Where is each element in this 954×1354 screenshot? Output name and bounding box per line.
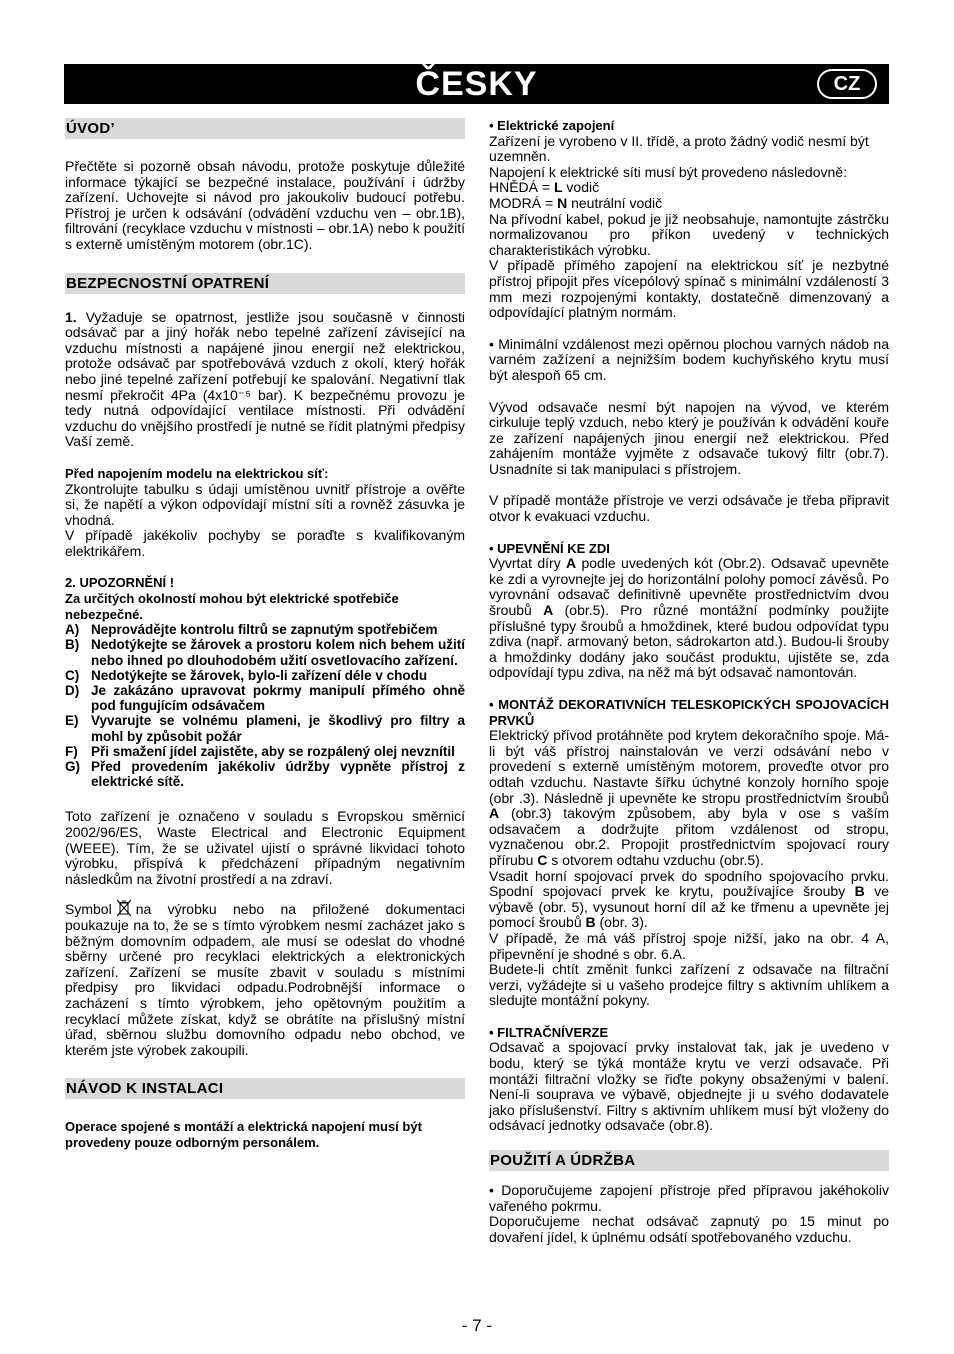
telescopic-text-4: Budete-li chtít změnit funkci zařízení z odsavače na filtrační verzi, vyžádejte si u vašeho prodejce filtry s aktivním uhlíkem a sledujte montážní pokyny. xyxy=(489,961,889,1009)
left-column xyxy=(65,118,465,1151)
safety-number: 1. xyxy=(65,308,77,325)
symbol-paragraph: Symbol na výrobku nebo na přiložené dokumentaci poukazuje na to, že se s tímto výrobkem nesmí zacházet jako s běžným domovním odpadem, ale musí se odeslat do vhodné sběrny určené pro recyklaci elektrických a elektronických zařízení. Zařízení se musíte zbavit v souladu s místními předpisy pro likvidaci odpadu.Podrobnější informace o zacházení s tímto výrobkem, jeho opětovným použitím a recyklací můžete získat, když se obrátíte na příslušný místní úřad, sběrnou službu domovního odpadu nebo obchod, ve kterém jste výrobek zakoupili. xyxy=(65,901,465,1058)
outlet-text: Vývod odsavače nesmí být napojen na vývod, ve kterém cirkuluje teplý vzduch, nebo který je používán k odvádění kouře ze zařízení napájených jinou energií než elektrickou. Před zahájením montáže vyjměte z odsavače tukový filtr (obr.7). Usnadníte si tak manipulaci s přístrojem. xyxy=(489,398,889,477)
warning-item: G) Před provedením jakékoliv údržby vypněte přístroj z elektrické sítě. xyxy=(65,759,465,790)
crossed-bin-icon xyxy=(116,899,132,917)
language-badge: CZ xyxy=(817,69,877,99)
warning-heading: 2. UPOZORNĚNÍ ! xyxy=(65,575,175,591)
version-text: V případě montáže přístroje ve verzi odsávače je třeba připravit otvor k evakuaci vzduchu. xyxy=(489,492,889,525)
plug-text: Na přívodní kabel, pokud je již neobsahuje, namontujte zástrčku normalizovanou pro příkon uvedený v technických charakteristikách výrobku. xyxy=(489,210,889,258)
warning-item: E) Vyvarujte se volnému plameni, je škodlivý pro filtry a mohl by způsobit požár xyxy=(65,713,465,744)
safety-text: Vyžaduje se opatrnost, jestliže jsou současně v činnosti odsávač par a jiný hořák nebo tepelné zařízení závisející na vzduchu místnosti a napájené jinou energií než elektrickou, protože odsávač par spotřebovává vzduch z okolí, který hořák nebo jiné tepelné zařízení potřebují ke spalování. Negativní tlak nesmí překročit 4Pa (4x10⁻⁵ bar). K bezpečnému provozu je tedy nutná odpovídající ventilace místnosti. Při odvádění vzduchu do vnějšího prostředí je nutné se řídit platnými předpisy Vaší země. xyxy=(65,308,465,450)
usage-text-1: • Doporučujeme zapojení přístroje před přípravou jakéhokoliv vařeného pokrmu. xyxy=(489,1182,889,1214)
min-distance-text: • Minimální vzdálenost mezi opěrnou plochou varných nádob na varném zažízení a nejnižším bodem kuchyňského krytu musí být alespoň 65 cm. xyxy=(489,335,889,383)
warning-item: C) Nedotýkejte se žárovek, bylo-li zařízení déle v chodu xyxy=(65,667,428,683)
page-number: - 7 - xyxy=(461,1316,493,1335)
warning-item: A) Neprovádějte kontrolu filtrů se zapnutým spotřebičem xyxy=(65,622,438,638)
connection-text-2: V případě jakékoliv pochyby se poraďte s kvalifikovaným elektrikářem. xyxy=(65,527,465,559)
page-title: ČESKY xyxy=(415,65,538,103)
warning-item: B) Nedotýkejte se žárovek a prostoru kolem nich behem užití nebo ihned po dlouhodobém užití osvetlovacího zařízení. xyxy=(65,637,465,668)
telescopic-heading: • MONTÁŽ DEKORATIVNÍCH TELESKOPICKÝCH SPOJOVACÍCH PRVKŮ xyxy=(489,697,889,728)
right-column xyxy=(489,118,889,1245)
weee-text: Toto zařízení je označeno v souladu s Evropskou směrnicí 2002/96/ES, Waste Electrical and Electronic Equipment (WEEE). Tím, že se uživatel ujistí o správné likvidaci tohoto výrobku, přispívá k předcházení případným negativním následkům na životní prostředí a na zdraví. xyxy=(65,808,465,887)
electrical-heading: • Elektrické zapojení xyxy=(489,118,615,133)
telescopic-text-2: Vsadit horní spojovací prvek do spodního spojovacího prvku. Spodní spojovací prvek ke krytu, používajíce šrouby B ve výbavě (obr. 5), vysunout horní díl až ke třmenu a upevněte jej pomocí šroubů B (obr. 3). xyxy=(489,867,889,931)
section-heading-bezpecnost: BEZPECNOSTNÍ OPATRENÍ xyxy=(65,273,465,294)
installation-text: Operace spojené s montáží a elektrická napojení musí být provedeny pouze odborným personálem. xyxy=(65,1119,422,1150)
wall-mount-heading: • UPEVNĚNÍ KE ZDI xyxy=(489,540,610,556)
connection-heading: Před napojením modelu na elektrickou síť: xyxy=(65,465,329,481)
safety-paragraph-1 xyxy=(65,310,465,450)
electrical-line: Napojení k elektrické síti musí být provedeno následovně: xyxy=(489,163,847,180)
section-heading-instalace: NÁVOD K INSTALACI xyxy=(65,1078,465,1099)
switch-text: V případě přímého zapojení na elektrickou síť je nezbytné přístroj připojit přes vícepólový spínač s minimální vzdáleností 3 mm mezi rozpojenými kontakty, dostatečně dimenzovaný a odpovídající platným normám. xyxy=(489,257,889,321)
warning-item: F) Při smažení jídel zajistěte, aby se rozpálený olej nevznítil xyxy=(65,743,455,759)
warning-item: D) Je zakázáno upravovat pokrmy manipulí přímého ohně pod fungujícím odsávačem xyxy=(65,683,465,714)
blue-wire: MODRÁ = N neutrální vodič xyxy=(489,194,663,211)
warning-intro: Za určitých okolností mohou být elektrické spotřebiče nebezpečné. xyxy=(65,591,399,622)
connection-text: Zkontrolujte tabulku s údaji umístěnou uvnitř přístroje a ověřte si, že napětí a výkon odpovídají místní síti a rovněž zásuvka je vhodná. xyxy=(65,480,465,528)
telescopic-text-3: V případě, že má váš přístroj spoje nižší, jako na obr. 4 A, připevnění je shodné s obr. 6.A. xyxy=(489,929,889,962)
section-heading-uvod: ÚVOD’ xyxy=(65,118,465,139)
filter-heading: • FILTRAČNÍVERZE xyxy=(489,1024,609,1040)
electrical-line: Zařízení je vyrobeno v II. třídě, a proto žádný vodič nesmí být uzemněn. xyxy=(489,132,869,165)
usage-text-2: Doporučujeme nechat odsávač zapnutý po 15 minut po dovaření jídel, k úplnému odsátí spotřebovaného vzduchu. xyxy=(489,1213,889,1245)
uvod-text: Přečtěte si pozorně obsah návodu, protože poskytuje důležité informace týkající se bezpečné instalace, používání i údržby zařízení. Uchovejte si návod pro jakoukoliv budoucí potřebu. Přístroj je určen k odsávání (odvádění vzduchu ven – obr.1B), filtrování (recyklace vzduchu v místnosti – obr.1A) nebo k použití s externě umístěným motorem (obr.1C). xyxy=(65,158,465,252)
telescopic-text-1: Elektrický přívod protáhněte pod krytem dekoračního spoje. Má-li být váš přístroj nainstalován ve verzi odsávání nebo v provedení s externě umístěným motorem, proveďte otvor pro odtah vzduchu. Nastavte šířku úchytné konzoly horního spoje (obr .3). Následně ji upevněte ke stropu prostřednictvím šroubů A (obr.3) takovým způsobem, aby byla v ose s vaším odsavačem a dodržujte přitom vzdálenost od stropu, vyznačenou obr.2. Propojit prostřednictvím spojovací roury přírubu C s otvorem odtahu vzduchu (obr.5). xyxy=(489,727,889,868)
filter-text: Odsavač a spojovací prvky instalovat tak, jak je uvedeno v bodu, který se týká montáže krytu ve verzi odsavače. Při montáži filtrační vložky se řiďte pokyny obsaženými v balení. Není-li souprava ve výbavě, objednejte ji u svého dodavatele jako příslušenství. Filtry s aktivním uhlíkem musí být vloženy do odsávací jednotky odsavače (obr.8). xyxy=(489,1039,889,1134)
brown-wire: HNĚDÁ = L vodič xyxy=(489,179,600,196)
section-heading-pouziti: POUŽITÍ A ÚDRŽBA xyxy=(489,1150,889,1171)
wall-mount-text: Vyvrtat díry A podle uvedených kót (Obr.2). Odsavač upevněte ke zdi a vyrovnejte jej do horizontální polohy pomocí závěsů. Po vyrovnání odsavač definitivně upevněte prostřednictvím dvou šroubů A (obr.5). Pro různé montážní podmínky použijte příslušné typy šroubů a hmoždinek, které budou odpovídat typu zdiva (např. armovaný beton, sádrokarton atd.). Budou-li šrouby a hmoždinky dodány jako součást produktu, ujistěte se, zda odpovídají typu zdiva, na něž má být odsavač namontován. xyxy=(489,555,889,681)
title-bar xyxy=(64,64,889,104)
